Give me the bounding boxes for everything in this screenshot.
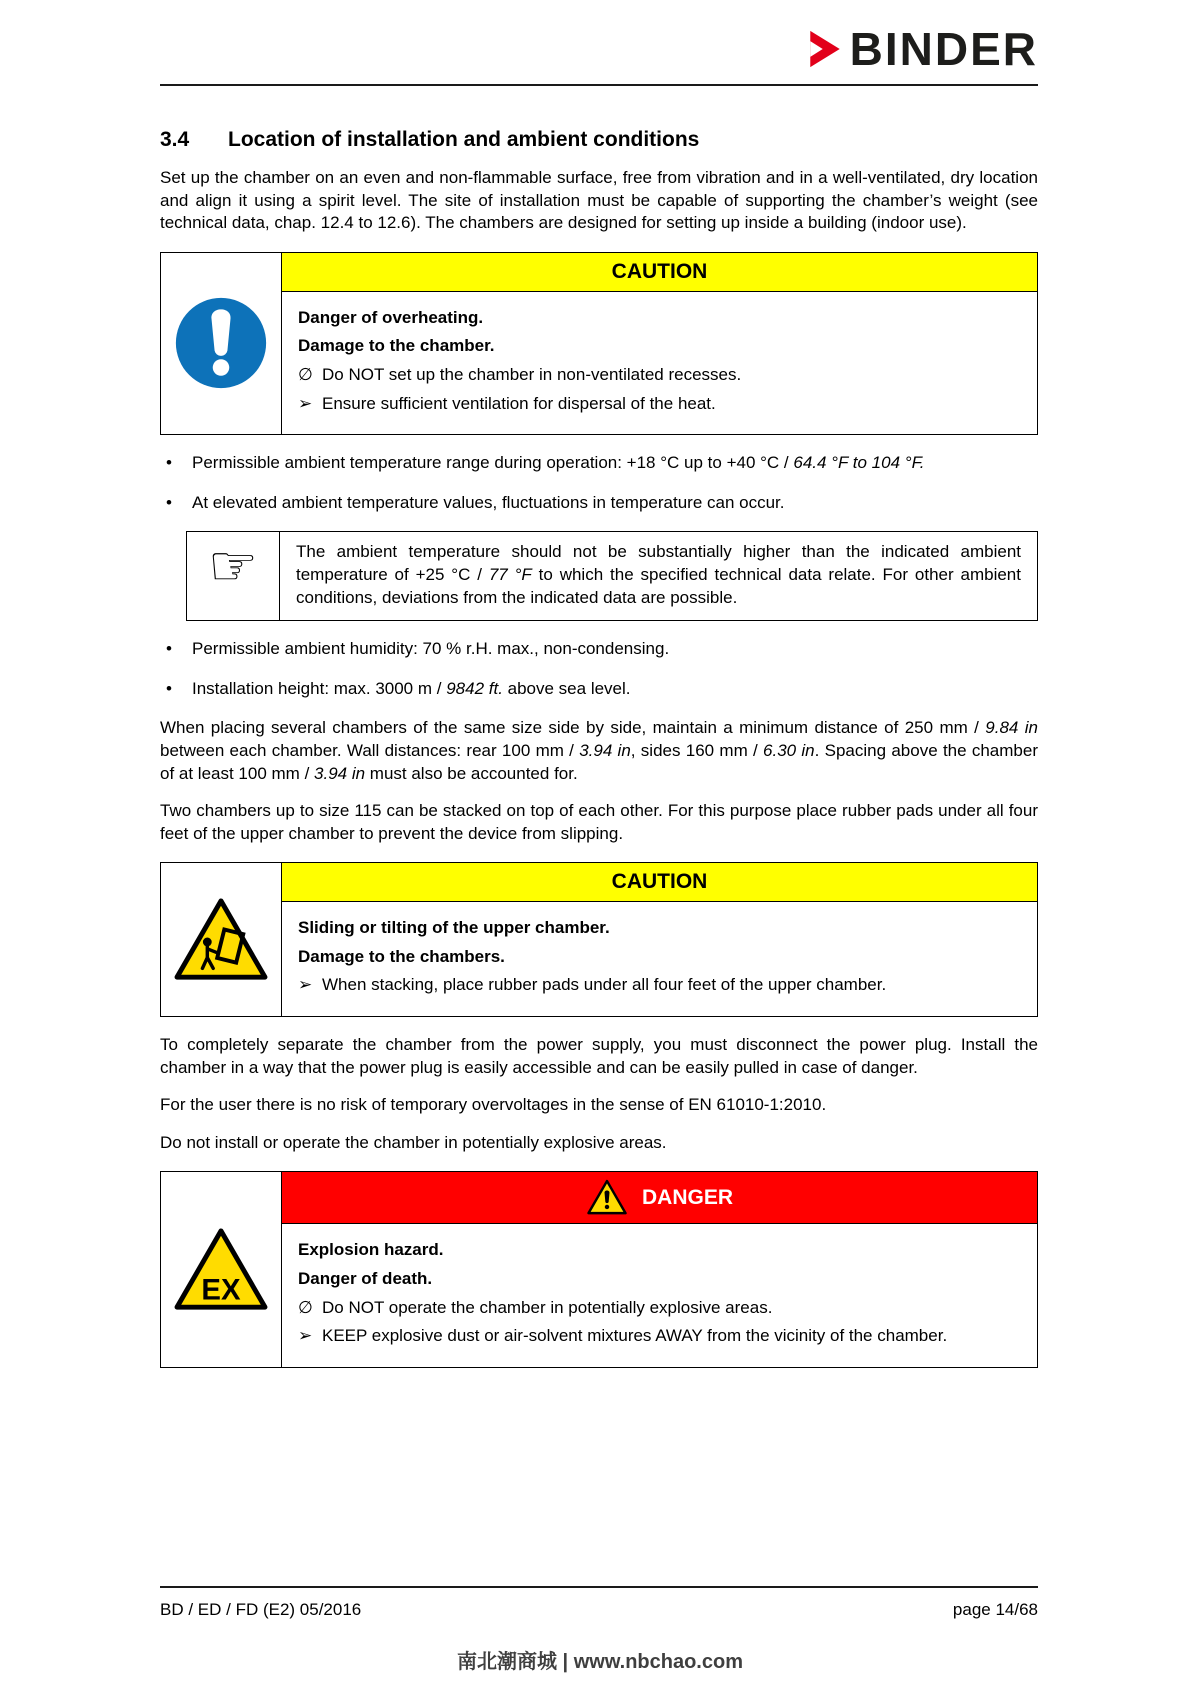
safety-instruction: ∅ Do NOT set up the chamber in non-ventilated recesses.	[298, 364, 1021, 387]
prohibition-symbol: ∅	[298, 1297, 313, 1317]
danger-box-explosion	[160, 1171, 1038, 1367]
warning-triangle-icon	[586, 1179, 628, 1216]
ex-explosion-warning-icon	[161, 1172, 282, 1366]
action-arrow-symbol: ➢	[298, 975, 313, 995]
bullet-symbol: •	[166, 492, 172, 512]
note-text: The ambient temperature should not be substantially higher than the indicated ambient temperature of +25 °C / 77 °F to which the specified technical data relate. For other ambient conditions, deviations from the indicated data are possible.	[296, 542, 1021, 607]
section-number: 3.4	[160, 128, 190, 151]
hazard-statement: Sliding or tilting of the upper chamber.	[298, 918, 610, 938]
list-item: • Permissible ambient temperature range during operation: +18 °C up to +40 °C / 64.4 °F to 104 °F.	[160, 452, 1038, 475]
caution-title-bar: CAUTION	[282, 863, 1037, 902]
mandatory-sign-icon	[161, 253, 282, 434]
danger-title-text: DANGER	[641, 1185, 733, 1209]
hazard-statement: Danger of overheating.	[298, 307, 484, 327]
paragraph-explosive-areas: Do not install or operate the chamber in potentially explosive areas.	[160, 1132, 667, 1152]
paragraph-power-plug: To completely separate the chamber from the power supply, you must disconnect the power plug. Install the chamber in a way that the power plug is easily accessible and can be easily pulled in case of danger.	[160, 1035, 1038, 1077]
paragraph-overvoltage: For the user there is no risk of temporary overvoltages in the sense of EN 61010-1:2010.	[160, 1095, 827, 1115]
prohibition-symbol: ∅	[298, 364, 313, 384]
safety-instruction: ∅ Do NOT operate the chamber in potentially explosive areas.	[298, 1297, 1021, 1320]
paragraph-stacking: Two chambers up to size 115 can be stacked on top of each other. For this purpose place rubber pads under all four feet of the upper chamber to prevent the device from slipping.	[160, 801, 1038, 843]
watermark-text: 南北潮商城 | www.nbchao.com	[457, 1651, 743, 1673]
svg-text:EX: EX	[201, 1272, 241, 1306]
list-item: • Installation height: max. 3000 m / 9842 ft. above sea level.	[160, 678, 1038, 701]
caution-title-bar: CAUTION	[282, 253, 1037, 292]
safety-instruction: ➢ KEEP explosive dust or air-solvent mixtures AWAY from the vicinity of the chamber.	[298, 1325, 1021, 1348]
danger-title-bar	[282, 1172, 1037, 1224]
footer-page-number: page 14/68	[952, 1600, 1038, 1619]
note-box-ambient-temperature	[186, 531, 1038, 621]
binder-logo-text: BINDER	[849, 23, 1038, 75]
bullet-symbol: •	[166, 639, 172, 659]
section-title: Location of installation and ambient conditions	[228, 128, 700, 151]
action-arrow-symbol: ➢	[298, 1326, 313, 1346]
list-item: • At elevated ambient temperature values, fluctuations in temperature can occur.	[160, 492, 1038, 515]
safety-instruction: ➢ When stacking, place rubber pads under all four feet of the upper chamber.	[298, 974, 1021, 997]
page-header	[160, 0, 1038, 86]
caution-box-overheating	[160, 252, 1038, 435]
hazard-consequence: Danger of death.	[298, 1269, 433, 1289]
hazard-consequence: Damage to the chambers.	[298, 946, 505, 966]
binder-logo	[808, 23, 1038, 75]
footer-document-code: BD / ED / FD (E2) 05/2016	[160, 1600, 362, 1619]
list-item: • Permissible ambient humidity: 70 % r.H. max., non-condensing.	[160, 638, 1038, 661]
bullet-symbol: •	[166, 453, 172, 473]
safety-instruction: ➢ Ensure sufficient ventilation for dispersal of the heat.	[298, 393, 1021, 416]
pointing-hand-icon: ☞	[187, 532, 280, 620]
paragraph-spacing: When placing several chambers of the same size side by side, maintain a minimum distance of 250 mm / 9.84 in between each chamber. Wall distances: rear 100 mm / 3.94 in, sides 160 mm / 6.30 in. Spacing above the chamber of at least 100 mm / 3.94 in must also be accounted for.	[160, 718, 1039, 783]
hazard-consequence: Damage to the chamber.	[298, 336, 495, 356]
paragraph-intro: Set up the chamber on an even and non-flammable surface, free from vibration and in a well-ventilated, dry location and align it using a spirit level. The site of installation must be capable of supporting the chamber’s weight (see technical data, chap. 12.4 to 12.6). The chambers are designed for setting up inside a building (indoor use).	[160, 168, 1038, 233]
action-arrow-symbol: ➢	[298, 393, 313, 413]
tilting-load-warning-icon	[161, 863, 282, 1016]
caution-box-stacking	[160, 862, 1038, 1017]
binder-arrow-icon	[808, 29, 842, 69]
section-heading	[160, 128, 1038, 152]
hazard-statement: Explosion hazard.	[298, 1240, 444, 1260]
page-footer	[160, 1586, 1038, 1620]
bullet-symbol: •	[166, 678, 172, 698]
